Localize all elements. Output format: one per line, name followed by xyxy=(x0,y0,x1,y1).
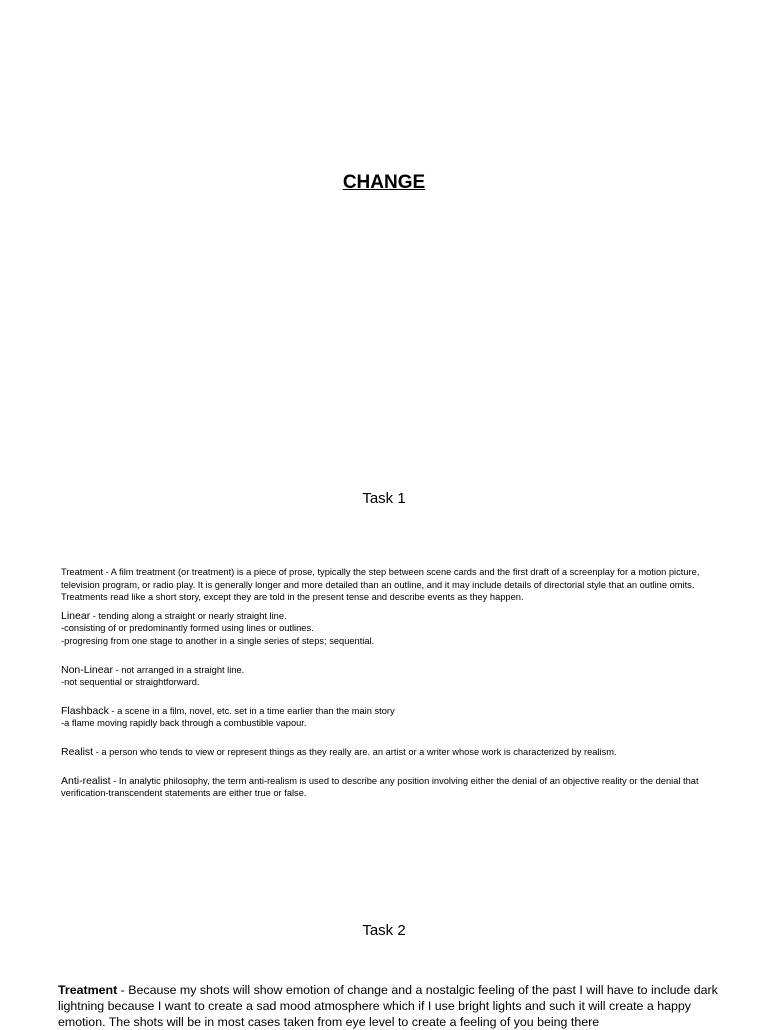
page-title: CHANGE xyxy=(342,172,426,193)
paragraph-term: Treatment xyxy=(58,983,118,997)
task2-treatment-paragraph: Treatment - Because my shots will show emotion of change and a nostalgic feeling of the past I will have to include dark lightning because I want to create a sad mood atmosphere which if I use bright lights and such it will create a happy emotion. The shots will be in most cases taken from eye level to create a feeling of you being there xyxy=(58,983,718,1029)
definition-text: A film treatment (or treatment) is a piece of prose, typically the step between scene cards and the first draft of a screenplay for a motion picture, television program, or radio play. It is generally longer and more detailed than an outline, and it may include details of directorial style that an outline omits. Treatments read like a short story, except they are told in the present tense and describe events as they happen. xyxy=(61,567,700,603)
definition-text: not arranged in a straight line. xyxy=(121,664,245,675)
task1-heading: Task 1 xyxy=(362,490,406,507)
definition-text: a person who tends to view or represent things as they really are. an artist or a writer whose work is characterized by realism. xyxy=(101,746,617,757)
definition-text: tending along a straight or nearly straight line. xyxy=(98,610,287,621)
definition-anti-realist: Anti-realist - In analytic philosophy, the term anti-realism is used to describe any position involving either the denial of an objective reality or the denial that verification-transcendent statements are either true or false. xyxy=(61,774,699,799)
definition-realist: Realist - a person who tends to view or represent things as they really are. an artist or a writer whose work is characterized by realism. xyxy=(61,745,617,758)
definition-term: Realist xyxy=(61,745,94,758)
definition-term: Anti-realist xyxy=(61,774,111,787)
definition-linear: Linear - tending along a straight or nearly straight line. -consisting of or predominantly formed using lines or outlines. -progresing from one stage to another in a single series of steps; sequential. xyxy=(61,610,721,648)
definition-flashback: Flashback - a scene in a film, novel, etc. set in a time earlier than the main story -a flame moving rapidly back through a combustible vapour. xyxy=(61,705,721,730)
definition-term: Linear xyxy=(61,609,91,622)
definition-term: Flashback xyxy=(61,704,109,717)
definition-term: Non-Linear xyxy=(61,663,113,676)
definition-text: In analytic philosophy, the term anti-realism is used to describe any position involving either the denial of an objective reality or the denial that verification-transcendent statements are either true or false. xyxy=(61,775,699,799)
definition-non-linear: Non-Linear - not arranged in a straight line. -not sequential or straightforward. xyxy=(61,664,721,689)
definition-term: Treatment xyxy=(61,567,104,577)
definition-treatment: Treatment - A film treatment (or treatment) is a piece of prose, typically the step between scene cards and the first draft of a screenplay for a motion picture, television program, or radio play. It is generally longer and more detailed than an outline, and it may include details of directorial style that an outline omits. Treatments read like a short story, except they are told in the present tense and describe events as they happen. xyxy=(61,567,700,603)
definition-text: a scene in a film, novel, etc. set in a time earlier than the main story xyxy=(117,705,395,716)
definition-sub: -progresing from one stage to another in a single series of steps; sequential. xyxy=(61,635,375,646)
paragraph-text: Because my shots will show emotion of change and a nostalgic feeling of the past I will have to include dark lightning because I want to create a sad mood atmosphere which if I use bright lights and such it will create a happy emotion. The shots will be in most cases taken from eye level to create a feeling of you being there xyxy=(58,983,718,1029)
task2-heading: Task 2 xyxy=(362,922,406,939)
task1-definitions xyxy=(61,566,721,800)
definition-sub: -a flame moving rapidly back through a combustible vapour. xyxy=(61,718,307,729)
definition-sub: -consisting of or predominantly formed using lines or outlines. xyxy=(61,623,314,634)
definition-sub: -not sequential or straightforward. xyxy=(61,677,200,688)
